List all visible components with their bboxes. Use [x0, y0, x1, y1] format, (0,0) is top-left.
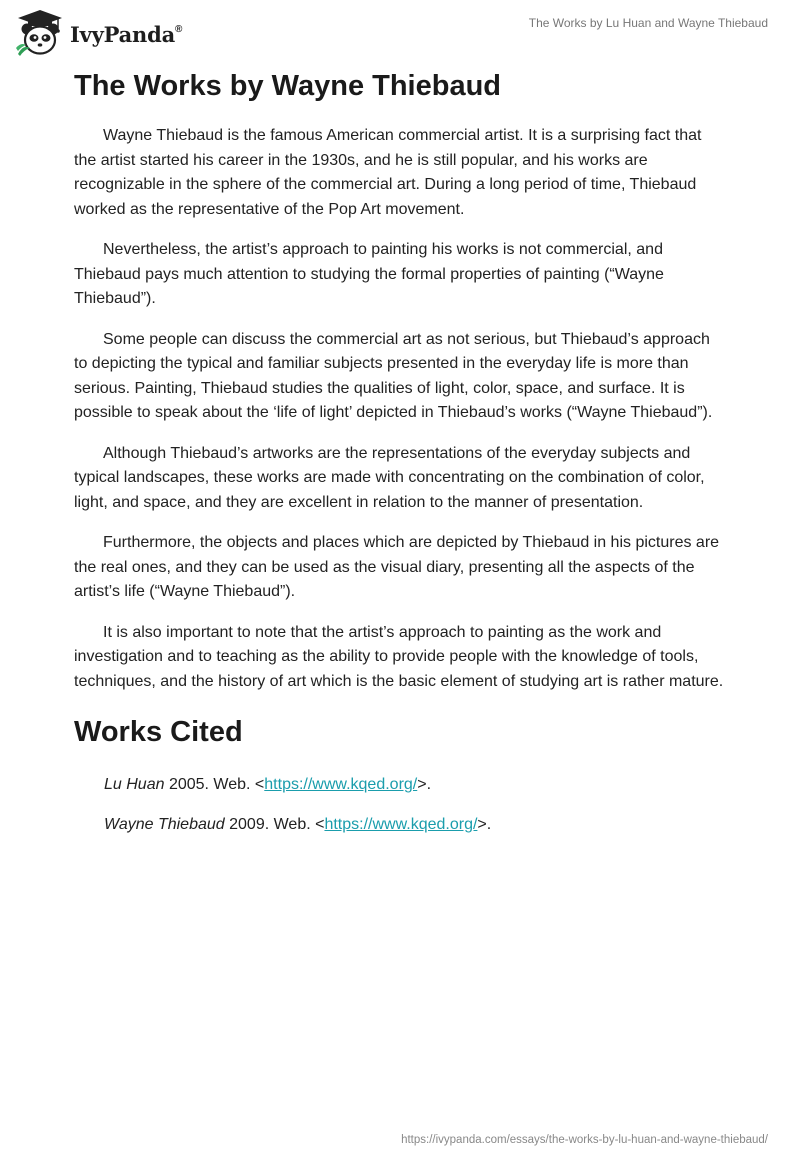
article-paragraph: Some people can discuss the commercial art as not serious, but Thiebaud’s approach to depicting the typical and familiar subjects presented in the everyday life is more than serious. Painting, Thiebaud studies the qualities of light, color, space, and surface. It is possible to speak about the ‘life of light’ depicted in Thiebaud’s works (“Wayne Thiebaud”).	[74, 330, 713, 422]
article-paragraph: Furthermore, the objects and places which are depicted by Thiebaud in his pictures are the real ones, and they can be used as the visual diary, presenting all the aspects of the artist’s life (“Wayne Thiebaud”).	[74, 534, 720, 601]
citation-link[interactable]: https://www.kqed.org/	[264, 775, 418, 793]
citation-details: 2005. Web. <	[164, 775, 265, 793]
header-doc-title: The Works by Lu Huan and Wayne Thiebaud	[528, 16, 768, 30]
article-paragraph: Wayne Thiebaud is the famous American commercial artist. It is a surprising fact that the artist started his career in the 1930s, and he is still popular, and his works are recognizable in the sphere of the commercial art. During a long period of time, Thiebaud worked as the representative of the Pop Art movement.	[74, 127, 702, 218]
ivypanda-logo[interactable]	[14, 8, 182, 58]
citation-link[interactable]: https://www.kqed.org/	[324, 815, 478, 833]
works-cited-heading: Works Cited	[74, 716, 243, 749]
footer-source-url[interactable]: https://ivypanda.com/essays/the-works-by-lu-huan-and-wayne-thiebaud/	[401, 1134, 768, 1146]
article-paragraph: It is also important to note that the artist’s approach to painting as the work and investigation and to teaching as the ability to provide people with the knowledge of tools, techniques, and the history of art which is the basic element of studying art is rather mature.	[74, 623, 724, 690]
citation-entry	[104, 813, 726, 837]
article-paragraph: Although Thiebaud’s artworks are the representations of the everyday subjects and typical landscapes, these works are made with concentrating on the combination of color, light, and space, and they are excellent in relation to the manner of presentation.	[74, 444, 705, 511]
article-paragraph: Nevertheless, the artist’s approach to painting his works is not commercial, and Thiebaud pays much attention to studying the formal properties of painting (“Wayne Thiebaud”).	[74, 241, 664, 308]
citation-suffix: >.	[477, 815, 492, 833]
citation-suffix: >.	[417, 775, 432, 793]
page-header	[14, 8, 768, 58]
panda-graduate-icon	[14, 8, 66, 58]
brand-name: IvyPanda®	[70, 21, 183, 47]
citation-details: 2009. Web. <	[224, 815, 325, 833]
citation-title: Wayne Thiebaud	[104, 815, 225, 833]
citation-title: Lu Huan	[104, 775, 165, 793]
citation-entry	[104, 773, 726, 797]
registered-mark: ®	[175, 23, 183, 35]
article-content	[74, 68, 726, 853]
article-title: The Works by Wayne Thiebaud	[74, 70, 502, 102]
